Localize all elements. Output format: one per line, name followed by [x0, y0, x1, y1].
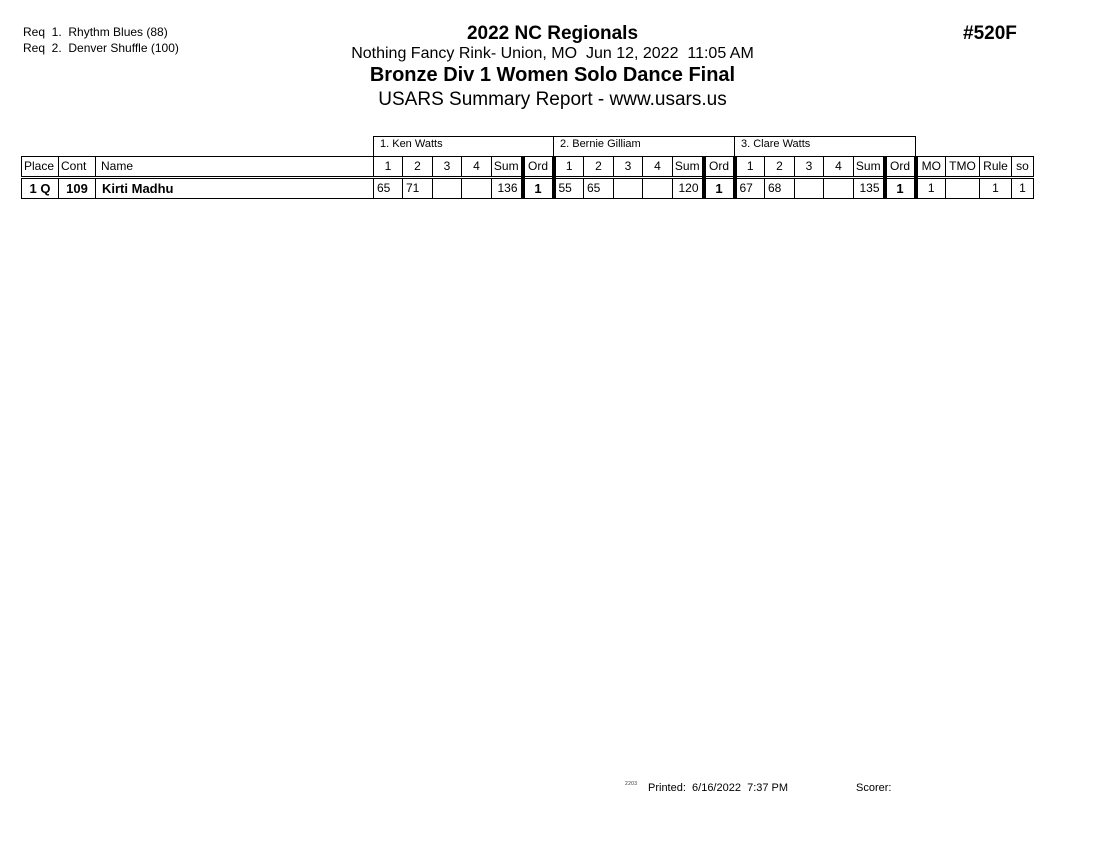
j3-ord-cell: 1: [885, 178, 916, 199]
judge-header-spacer: [22, 137, 374, 157]
col-mo: MO: [916, 157, 946, 178]
col-j3-s1: 1: [735, 157, 765, 178]
j3-s2-cell: 68: [765, 178, 795, 199]
col-so: so: [1012, 157, 1034, 178]
competition-title: 2022 NC Regionals: [466, 23, 639, 44]
cont-cell: 109: [59, 178, 96, 199]
judge-2-name: 2. Bernie Gilliam: [554, 137, 735, 157]
col-tmo: TMO: [946, 157, 980, 178]
col-j1-ord: Ord: [523, 157, 554, 178]
scorer-label: Scorer:: [856, 782, 892, 794]
col-j3-s2: 2: [765, 157, 795, 178]
col-name: Name: [96, 157, 374, 178]
event-title: Bronze Div 1 Women Solo Dance Final: [369, 64, 736, 86]
j1-s1-cell: 65: [374, 178, 403, 199]
j1-s2-cell: 71: [403, 178, 433, 199]
j3-s1-cell: 67: [735, 178, 765, 199]
judge-header-row: [22, 137, 1034, 157]
j1-sum-cell: 136: [492, 178, 523, 199]
skater-name-cell: Kirti Madhu: [96, 178, 374, 199]
col-j1-sum: Sum: [492, 157, 523, 178]
j2-s1-cell: 55: [554, 178, 584, 199]
j2-s3-cell: [614, 178, 643, 199]
col-cont: Cont: [59, 157, 96, 178]
col-j1-s3: 3: [433, 157, 462, 178]
venue-date-line: Nothing Fancy Rink- Union, MO Jun 12, 2022 11:05 AM: [351, 45, 754, 62]
column-header-row: [22, 157, 1034, 178]
j2-ord-cell: 1: [704, 178, 735, 199]
col-j2-sum: Sum: [673, 157, 704, 178]
rule-cell: 1: [980, 178, 1012, 199]
table-row: [22, 178, 1034, 199]
col-rule: Rule: [980, 157, 1012, 178]
results-table: [21, 136, 1034, 199]
required-dance-2: Req 2. Denver Shuffle (100): [23, 41, 179, 55]
j2-sum-cell: 120: [673, 178, 704, 199]
footer-code: 2203: [625, 781, 638, 787]
col-j2-ord: Ord: [704, 157, 735, 178]
col-j2-s2: 2: [584, 157, 614, 178]
j3-s3-cell: [795, 178, 824, 199]
col-j2-s4: 4: [643, 157, 673, 178]
event-number: #520F: [963, 23, 1017, 44]
j1-s4-cell: [462, 178, 492, 199]
judge-3-name: 3. Clare Watts: [735, 137, 916, 157]
col-j1-s1: 1: [374, 157, 403, 178]
j2-s4-cell: [643, 178, 673, 199]
col-j1-s4: 4: [462, 157, 492, 178]
col-j3-s4: 4: [824, 157, 854, 178]
report-title: USARS Summary Report - www.usars.us: [378, 89, 727, 110]
j3-sum-cell: 135: [854, 178, 885, 199]
col-j2-s1: 1: [554, 157, 584, 178]
required-dance-1: Req 1. Rhythm Blues (88): [23, 25, 168, 39]
col-place: Place: [22, 157, 59, 178]
col-j3-sum: Sum: [854, 157, 885, 178]
j1-s3-cell: [433, 178, 462, 199]
so-cell: 1: [1012, 178, 1034, 199]
printed-timestamp: Printed: 6/16/2022 7:37 PM: [648, 782, 789, 794]
place-cell: 1 Q: [22, 178, 59, 199]
judge-1-name: 1. Ken Watts: [374, 137, 554, 157]
mo-cell: 1: [916, 178, 946, 199]
j2-s2-cell: 65: [584, 178, 614, 199]
col-j3-ord: Ord: [885, 157, 916, 178]
judge-header-spacer-right: [916, 137, 1034, 157]
col-j1-s2: 2: [403, 157, 433, 178]
col-j2-s3: 3: [614, 157, 643, 178]
j1-ord-cell: 1: [523, 178, 554, 199]
j3-s4-cell: [824, 178, 854, 199]
tmo-cell: [946, 178, 980, 199]
col-j3-s3: 3: [795, 157, 824, 178]
